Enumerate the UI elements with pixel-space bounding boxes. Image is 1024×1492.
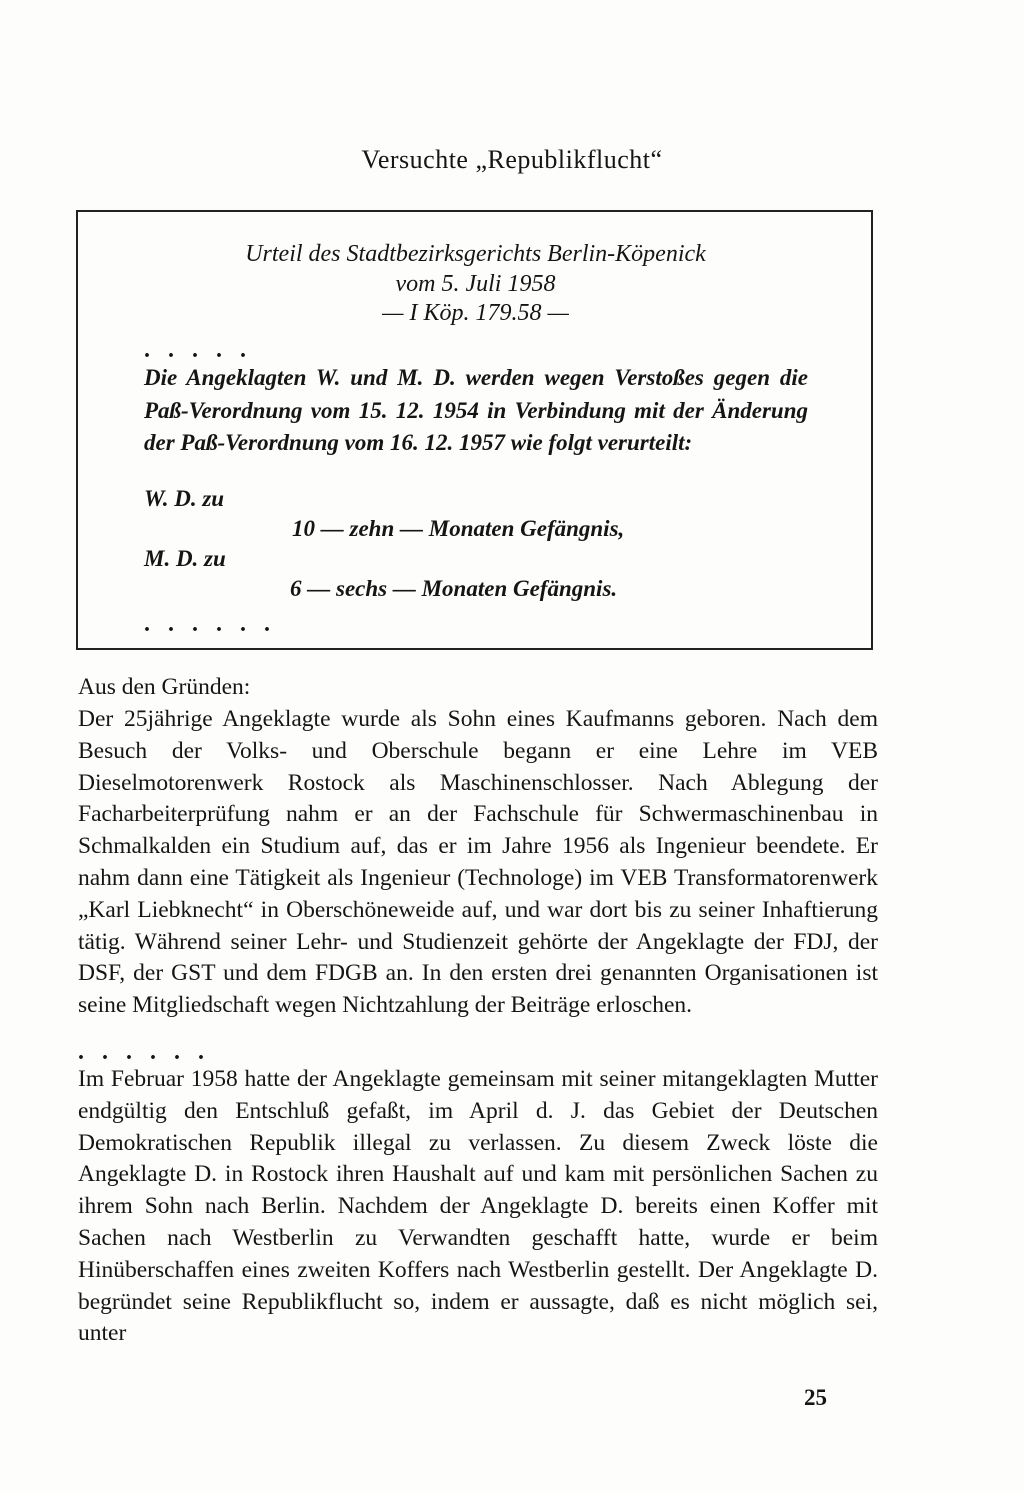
ellipsis-middle: . . . . . . — [78, 1039, 210, 1065]
verdict-heading-case-number: — I Köp. 179.58 — — [382, 300, 569, 326]
page-title: Versuchte „Republikflucht“ — [361, 145, 663, 174]
verdict-ellipsis-top: . . . . . — [144, 337, 252, 363]
verdict-defendant-1: W. D. zu — [144, 486, 225, 511]
paragraph-2-text: Im Februar 1958 hatte der Angeklagte gemeinsam mit seiner mitangeklagten Mutter endgültig den Entschluß gefaßt, im April d. J. das Gebiet der Deutschen Demokratischen Republik illegal zu verlassen. Zu diesem Zweck löste die Angeklagte D. in Rostock ihren Haushalt auf und kam mit persönlichen Sachen zu ihrem Sohn nach Berlin. Nachdem der Angeklagte D. bereits einen Koffer mit Sachen nach Westberlin zu Verwandten geschafft hatte, wurde er beim Hinüberschaffen eines zweiten Koffers nach Westberlin gestellt. Der Angeklagte D. begründet seine Republikflucht so, indem er aussagte, daß es nicht möglich sei, unter — [78, 1066, 878, 1347]
page-number: 25 — [804, 1385, 827, 1410]
reasons-heading: Aus den Gründen: — [78, 674, 251, 700]
verdict-heading-court: Urteil des Stadtbezirksgerichts Berlin-Köpenick — [245, 241, 706, 267]
paragraph-1-text: Der 25jährige Angeklagte wurde als Sohn eines Kaufmanns geboren. Nach dem Besuch der Volks- und Oberschule begann er eine Lehre im VEB Dieselmotorenwerk Rostock als Maschinenschlosser. Nach Ablegung der Facharbeiterprüfung nahm er an der Fachschule für Schwermaschinenbau in Schmalkalden ein Studium auf, das er im Jahre 1956 als Ingenieur beendete. Er nahm dann eine Tätigkeit als Ingenieur (Technologe) im VEB Transformatorenwerk „Karl Liebknecht“ in Oberschöneweide auf, und war dort bis zu seiner Inhaftierung tätig. Während seiner Lehr- und Studienzeit gehörte der Angeklagte der FDJ, der DSF, der GST und dem FDGB an. In den ersten drei genannten Organisationen ist seine Mitgliedschaft wegen Nichtzahlung der Beiträge erloschen. — [78, 706, 878, 1019]
verdict-sentence-1: 10 — zehn — Monaten Gefängnis, — [292, 516, 625, 541]
verdict-box — [76, 210, 873, 650]
paragraph-2 — [78, 1064, 878, 1350]
verdict-text: Die Angeklagten W. und M. D. werden wegen Verstoßes gegen die Paß-Verordnung vom 15. 12. 1954 in Verbindung mit der Änderung der Paß-Verordnung vom 16. 12. 1957 wie folgt verurteilt: — [144, 365, 808, 455]
paragraph-1 — [78, 704, 878, 1022]
verdict-ellipsis-bottom: . . . . . . — [144, 611, 276, 637]
verdict-sentence-2: 6 — sechs — Monaten Gefängnis. — [290, 576, 618, 601]
verdict-heading-date: vom 5. Juli 1958 — [395, 271, 556, 297]
verdict-defendant-2: M. D. zu — [144, 546, 226, 571]
